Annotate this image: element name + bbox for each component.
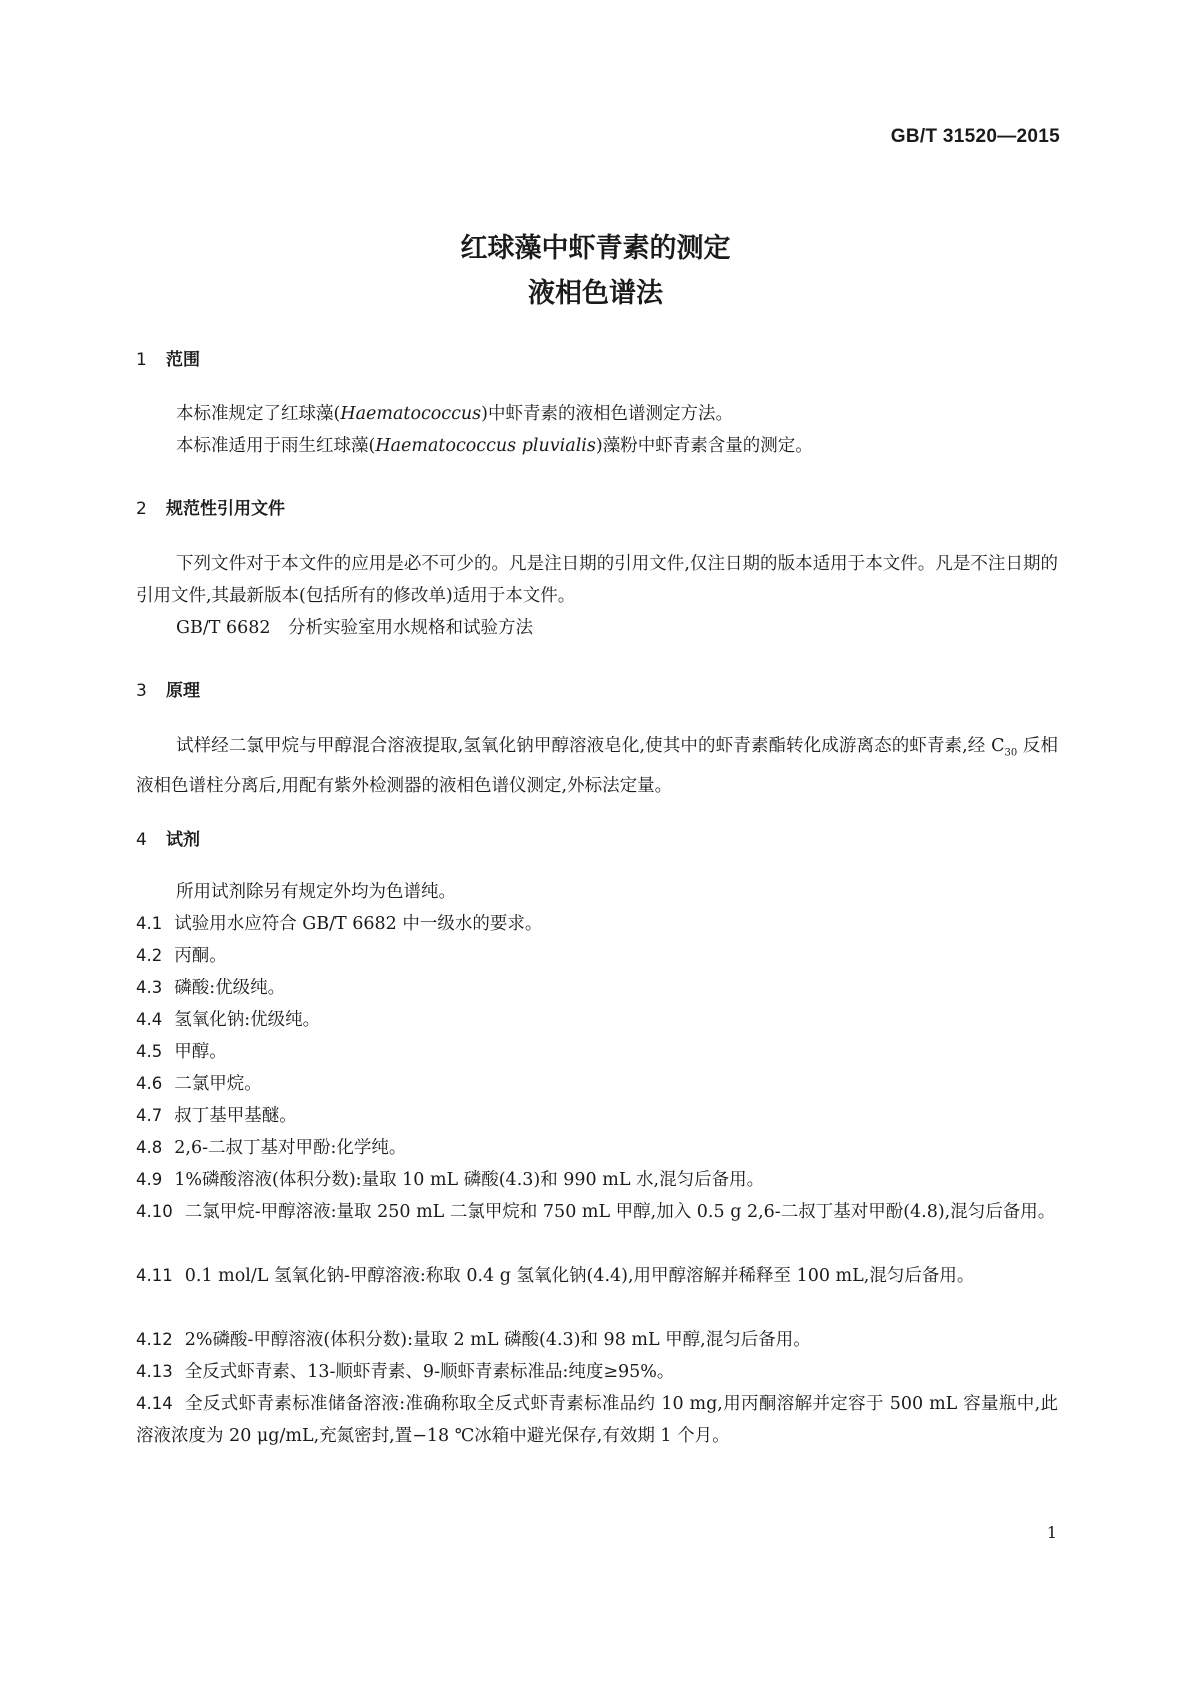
- list-item: [136, 1324, 1058, 1356]
- item-number: 4.10: [136, 1202, 173, 1221]
- section-1-number: 1: [136, 350, 147, 370]
- section-4-intro: 所用试剂除另有规定外均为色谱纯。: [176, 882, 456, 902]
- section-3-title: 原理: [166, 681, 200, 701]
- section-1-heading: [136, 345, 200, 370]
- section-3-paragraph-1: [136, 730, 1058, 802]
- item-number: 4.6: [136, 1074, 163, 1093]
- list-item: [136, 1260, 1058, 1292]
- section-2-reference: GB/T 6682 分析实验室用水规格和试验方法: [176, 618, 534, 638]
- item-text: 磷酸:优级纯。: [174, 978, 286, 998]
- s1-p1-text-b: )中虾青素的液相色谱测定方法。: [481, 404, 733, 424]
- list-item: [136, 1356, 1058, 1388]
- section-1-title: 范围: [166, 350, 200, 370]
- section-1-paragraph-2: [136, 430, 1058, 462]
- item-number: 4.3: [136, 978, 163, 997]
- item-number: 4.11: [136, 1266, 173, 1285]
- item-number: 4.14: [136, 1394, 173, 1413]
- list-item: [136, 1164, 1058, 1196]
- list-item: [136, 908, 1058, 940]
- s3-p1-subscript: 30: [1004, 747, 1018, 759]
- page-number: 1: [1046, 1523, 1057, 1542]
- item-number: 4.9: [136, 1170, 163, 1189]
- section-2-title: 规范性引用文件: [166, 499, 285, 519]
- item-text: 氢氧化钠:优级纯。: [174, 1010, 321, 1030]
- item-text: 2,6-二叔丁基对甲酚:化学纯。: [174, 1138, 407, 1158]
- document-title: [0, 226, 1191, 316]
- item-text: 试验用水应符合 GB/T 6682 中一级水的要求。: [174, 914, 543, 934]
- list-item: [136, 1036, 1058, 1068]
- list-item: [136, 1100, 1058, 1132]
- s1-p2-text-b: )藻粉中虾青素含量的测定。: [595, 436, 813, 456]
- list-item: [136, 1388, 1058, 1452]
- item-text: 全反式虾青素标准储备溶液:准确称取全反式虾青素标准品约 10 mg,用丙酮溶解并定容于 500 mL 容量瓶中,此溶液浓度为 20 μg/mL,充氮密封,置−18 ℃冰箱中避光保存,有效期 1 个月。: [136, 1394, 1058, 1446]
- standard-number: GB/T 31520—2015: [890, 126, 1060, 147]
- list-item: [136, 940, 1058, 972]
- item-text: 叔丁基甲基醚。: [174, 1106, 297, 1126]
- item-number: 4.2: [136, 946, 163, 965]
- s3-p1-text-b: 反相液相色谱柱分离后,用配有紫外检测器的液相色谱仪测定,外标法定量。: [136, 736, 1058, 796]
- item-number: 4.12: [136, 1330, 173, 1349]
- section-2-number: 2: [136, 499, 147, 519]
- item-text: 1%磷酸溶液(体积分数):量取 10 mL 磷酸(4.3)和 990 mL 水,混匀后备用。: [174, 1170, 765, 1190]
- item-text: 二氯甲烷-甲醇溶液:量取 250 mL 二氯甲烷和 750 mL 甲醇,加入 0.5 g 2,6-二叔丁基对甲酚(4.8),混匀后备用。: [184, 1202, 1056, 1222]
- item-text: 甲醇。: [174, 1042, 227, 1062]
- section-2-heading: [136, 494, 285, 519]
- item-number: 4.8: [136, 1138, 163, 1157]
- section-2-paragraph-1: 下列文件对于本文件的应用是必不可少的。凡是注日期的引用文件,仅注日期的版本适用于本文件。凡是不注日期的引用文件,其最新版本(包括所有的修改单)适用于本文件。: [136, 554, 1058, 606]
- list-item: [136, 972, 1058, 1004]
- item-text: 全反式虾青素、13-顺虾青素、9-顺虾青素标准品:纯度≥95%。: [184, 1362, 675, 1382]
- section-3-number: 3: [136, 681, 147, 701]
- item-text: 二氯甲烷。: [174, 1074, 262, 1094]
- title-line-2: 液相色谱法: [528, 278, 663, 309]
- list-item: [136, 1196, 1058, 1228]
- title-line-1: 红球藻中虾青素的测定: [460, 233, 731, 264]
- item-number: 4.1: [136, 914, 163, 933]
- item-number: 4.4: [136, 1010, 163, 1029]
- s1-p1-text-a: 本标准规定了红球藻(: [176, 404, 341, 424]
- section-4-heading: [136, 825, 200, 850]
- s1-p2-latin: Haematococcus pluvialis: [375, 436, 596, 456]
- section-3-heading: [136, 676, 200, 701]
- s1-p1-latin: Haematococcus: [340, 404, 482, 424]
- section-1-paragraph-1: [136, 398, 1058, 430]
- item-text: 丙酮。: [174, 946, 227, 966]
- item-text: 0.1 mol/L 氢氧化钠-甲醇溶液:称取 0.4 g 氢氧化钠(4.4),用甲醇溶解并稀释至 100 mL,混匀后备用。: [184, 1266, 975, 1286]
- list-item: [136, 1068, 1058, 1100]
- s1-p2-text-a: 本标准适用于雨生红球藻(: [176, 436, 376, 456]
- item-number: 4.13: [136, 1362, 173, 1381]
- item-number: 4.7: [136, 1106, 163, 1125]
- list-item: [136, 1004, 1058, 1036]
- s3-p1-text-a: 试样经二氯甲烷与甲醇混合溶液提取,氢氧化钠甲醇溶液皂化,使其中的虾青素酯转化成游离态的虾青素,经 C: [176, 736, 1005, 756]
- section-4-title: 试剂: [166, 830, 200, 850]
- list-item: [136, 1132, 1058, 1164]
- item-text: 2%磷酸-甲醇溶液(体积分数):量取 2 mL 磷酸(4.3)和 98 mL 甲醇,混匀后备用。: [184, 1330, 811, 1350]
- item-number: 4.5: [136, 1042, 163, 1061]
- section-4-number: 4: [136, 830, 147, 850]
